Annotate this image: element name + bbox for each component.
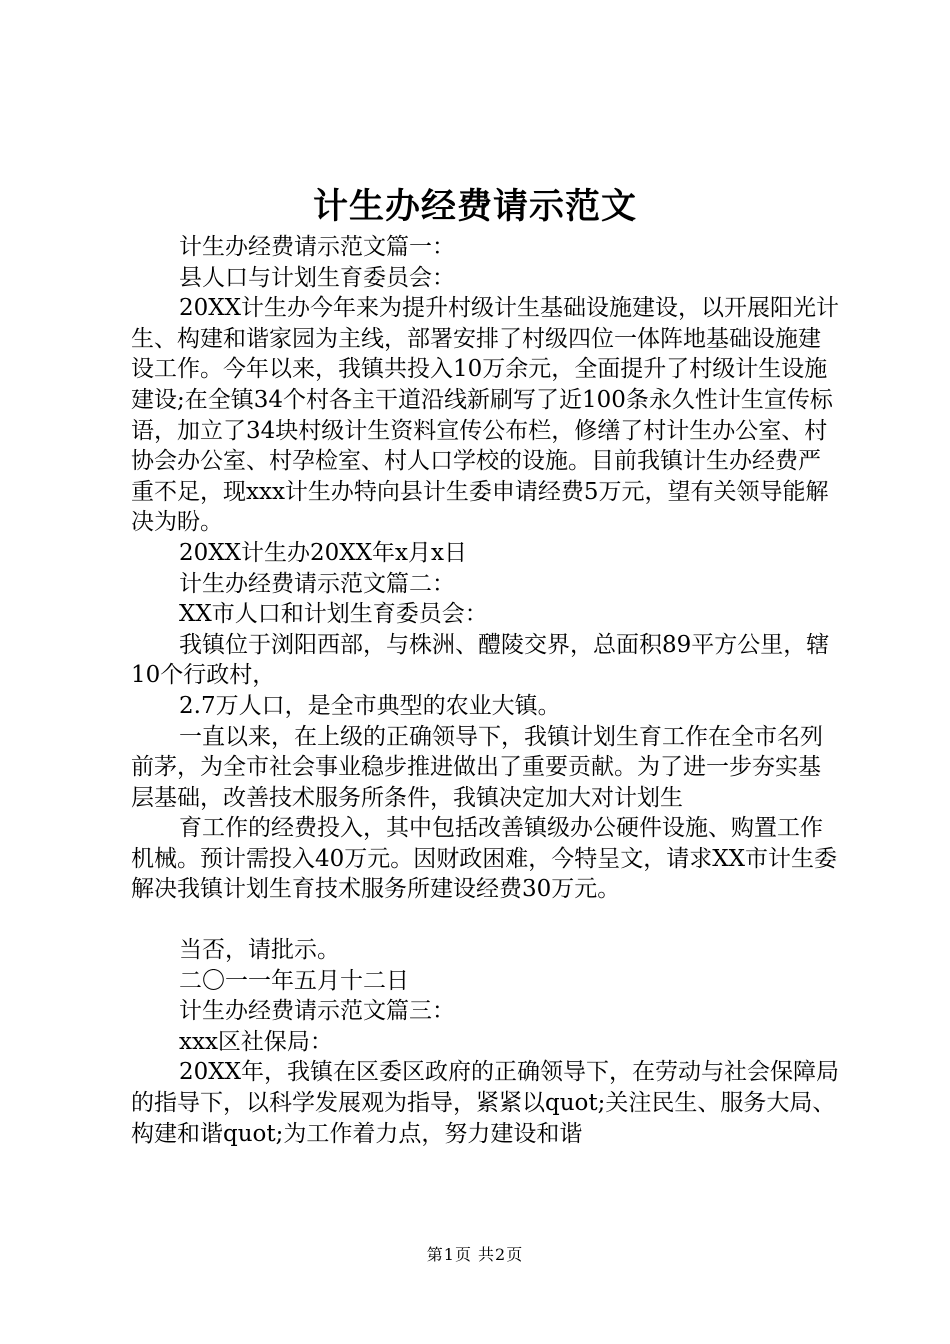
document-title: 计生办经费请示范文	[312, 186, 637, 227]
signature-date-1: 20XX计生办20XX年x月x日	[179, 539, 467, 566]
body-paragraph: 育工作的经费投入，其中包括改善镇级办公硬件设施、购置工作机械。预计需投入40万元。因财政困难，今特呈文，请求XX市计生委解决我镇计划生育技术服务所建设经费30万元。	[131, 815, 838, 903]
body-paragraph: 我镇位于浏阳西部，与株洲、醴陵交界，总面积89平方公里，辖10个行政村，	[131, 631, 830, 689]
body-paragraph: 20XX年，我镇在区委区政府的正确领导下，在劳动与社会保障局的指导下，以科学发展观为指导，紧紧以quot;关注民生、服务大局、构建和谐quot;为工作着力点，努力建设和谐	[131, 1059, 840, 1147]
body-paragraph: 2.7万人口，是全市典型的农业大镇。	[179, 692, 561, 719]
addressee-2: XX市人口和计划生育委员会：	[179, 601, 488, 628]
body-paragraph: 一直以来，在上级的正确领导下，我镇计划生育工作在全市名列前茅，为全市社会事业稳步推进做出了重要贡献。为了进一步夯实基层基础，改善技术服务所条件，我镇决定加大对计划生	[131, 723, 823, 811]
paragraph-gap	[131, 905, 839, 935]
section-heading-1: 计生办经费请示范文篇一：	[179, 234, 455, 260]
section-heading-3: 计生办经费请示范文篇三：	[179, 998, 455, 1025]
signature-date-2: 二〇一一年五月十二日	[179, 967, 409, 994]
addressee-1: 县人口与计划生育委员会：	[179, 264, 455, 291]
body-paragraph: 20XX计生办今年来为提升村级计生基础设施建设，以开展阳光计生、构建和谐家园为主线，部署安排了村级四位一体阵地基础设施建设工作。今年以来，我镇共投入10万余元，全面提升了村级计生设施建设;在全镇34个村各主干道沿线新刷写了近100条永久性计生宣传标语，加立了34块村级计生资料宣传公布栏，修缮了村计生办公室、村协会办公室、村孕检室、村人口学校的设施。目前我镇计生办经费严重不足，现xxx计生办特向县计生委申请经费5万元，望有关领导能解决为盼。	[131, 295, 840, 536]
page-number-footer: 第1页 共2页	[426, 1245, 524, 1264]
closing-request: 当否，请批示。	[179, 937, 340, 964]
section-heading-2: 计生办经费请示范文篇二：	[179, 570, 455, 597]
document-body	[131, 232, 839, 1149]
addressee-3: xxx区社保局：	[179, 1028, 333, 1055]
